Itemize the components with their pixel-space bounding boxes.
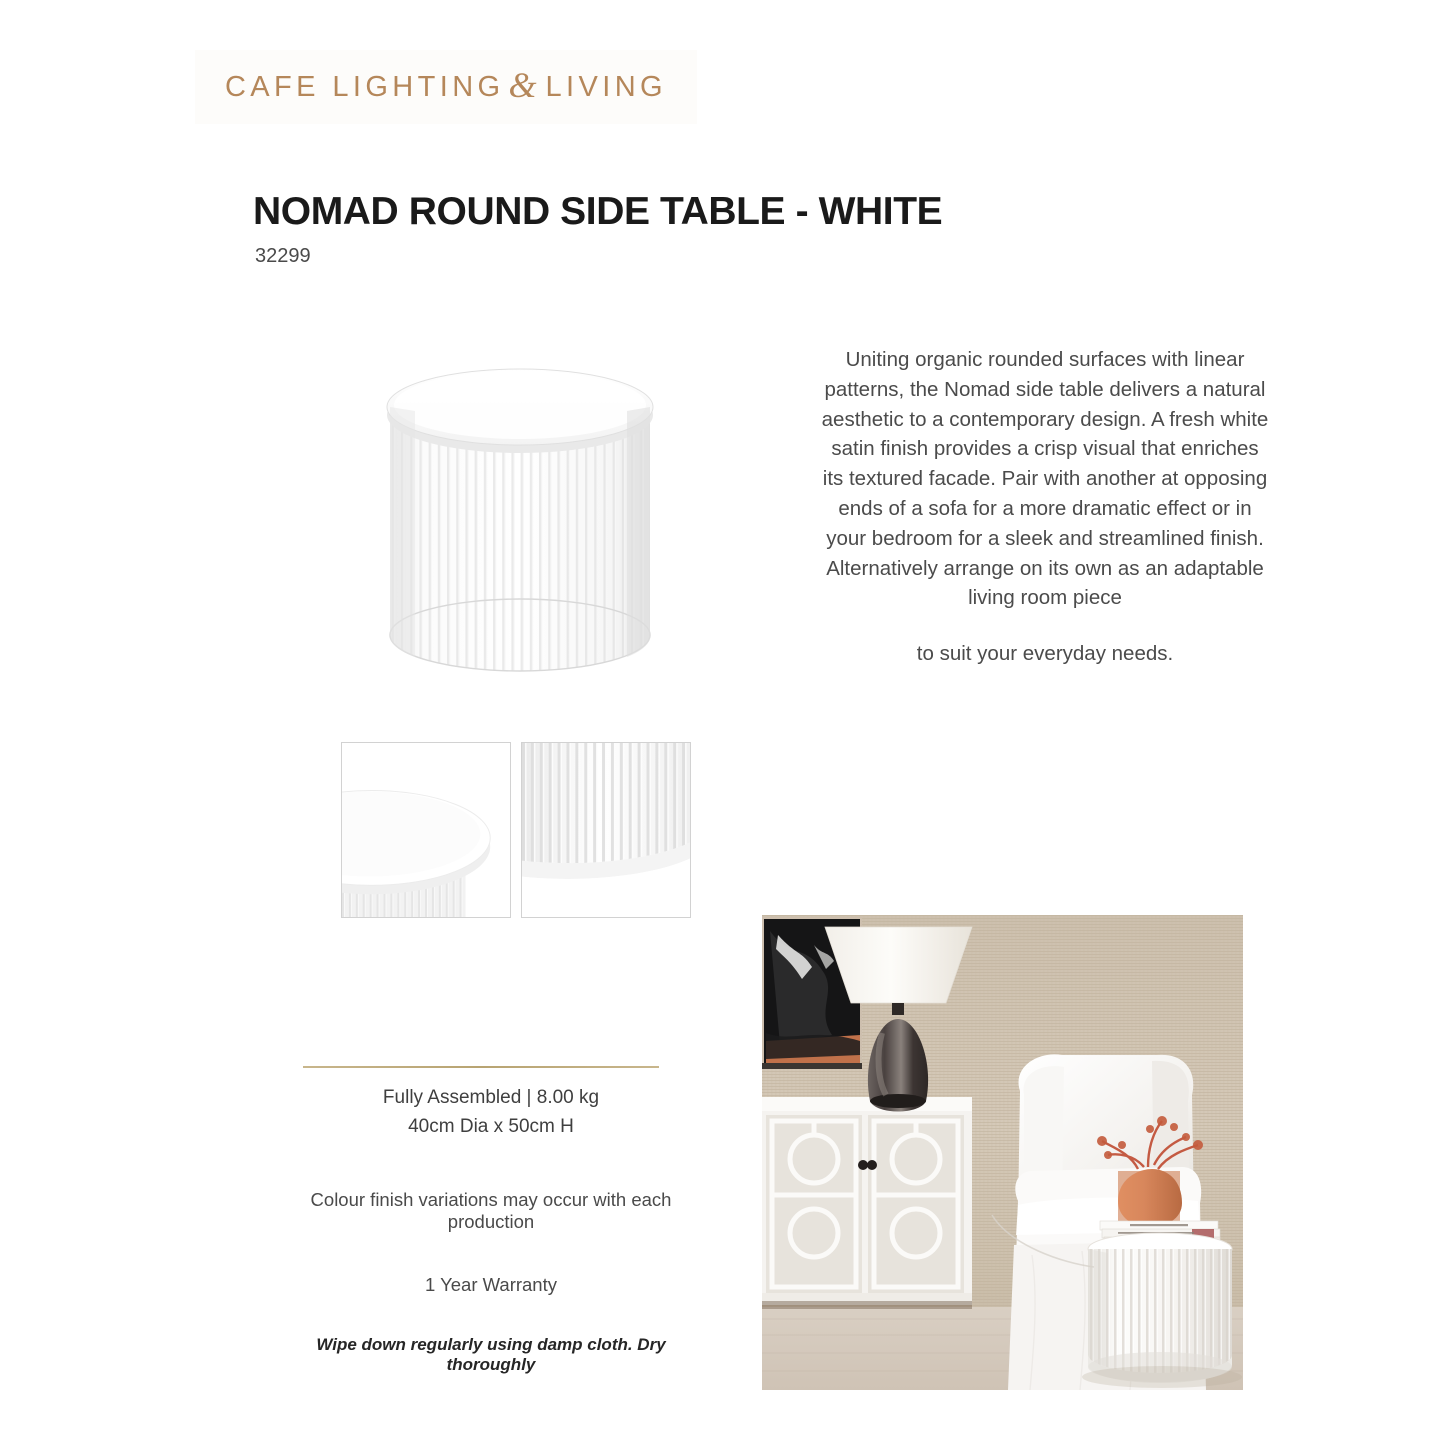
- description-paragraph-1: Uniting organic rounded surfaces with linear patterns, the Nomad side table delivers a natural aesthetic to a contemporary design. A fresh white satin finish provides a crisp visual that enriches its textured facade. Pair with another at opposing ends of a sofa for a more dramatic effect or in your bedroom for a sleek and streamlined finish. Alternatively arrange on its own as an adaptable living room piece: [821, 348, 1269, 610]
- note-care-instructions: Wipe down regularly using damp cloth. Dry thoroughly: [316, 1335, 666, 1374]
- ampersand-glyph: &: [508, 65, 537, 105]
- brand-logo: [195, 50, 697, 124]
- product-notes: [281, 1189, 701, 1375]
- spec-assembly-weight: Fully Assembled | 8.00 kg: [382, 1087, 600, 1108]
- spec-divider: [303, 1066, 659, 1068]
- thumbnail-base-detail[interactable]: [521, 742, 691, 918]
- product-sku: 32299: [255, 245, 311, 267]
- note-colour-variation: Colour finish variations may occur with each production: [310, 1189, 672, 1232]
- detail-thumbnails: [341, 742, 691, 918]
- page-title: NOMAD ROUND SIDE TABLE - WHITE: [253, 190, 943, 233]
- hero-product-image: [355, 335, 685, 710]
- product-description: [820, 345, 1270, 669]
- specifications: [291, 1083, 691, 1141]
- brand-name-part2: LIVING: [545, 70, 668, 103]
- description-paragraph-2: to suit your everyday needs.: [916, 642, 1174, 666]
- note-warranty: 1 Year Warranty: [425, 1274, 557, 1295]
- brand-name-part1: CAFE LIGHTING: [224, 70, 505, 103]
- lifestyle-image: [762, 915, 1243, 1390]
- spec-dimensions: 40cm Dia x 50cm H: [408, 1116, 574, 1137]
- brand-logo-text: [225, 66, 667, 108]
- thumbnail-top-detail[interactable]: [341, 742, 511, 918]
